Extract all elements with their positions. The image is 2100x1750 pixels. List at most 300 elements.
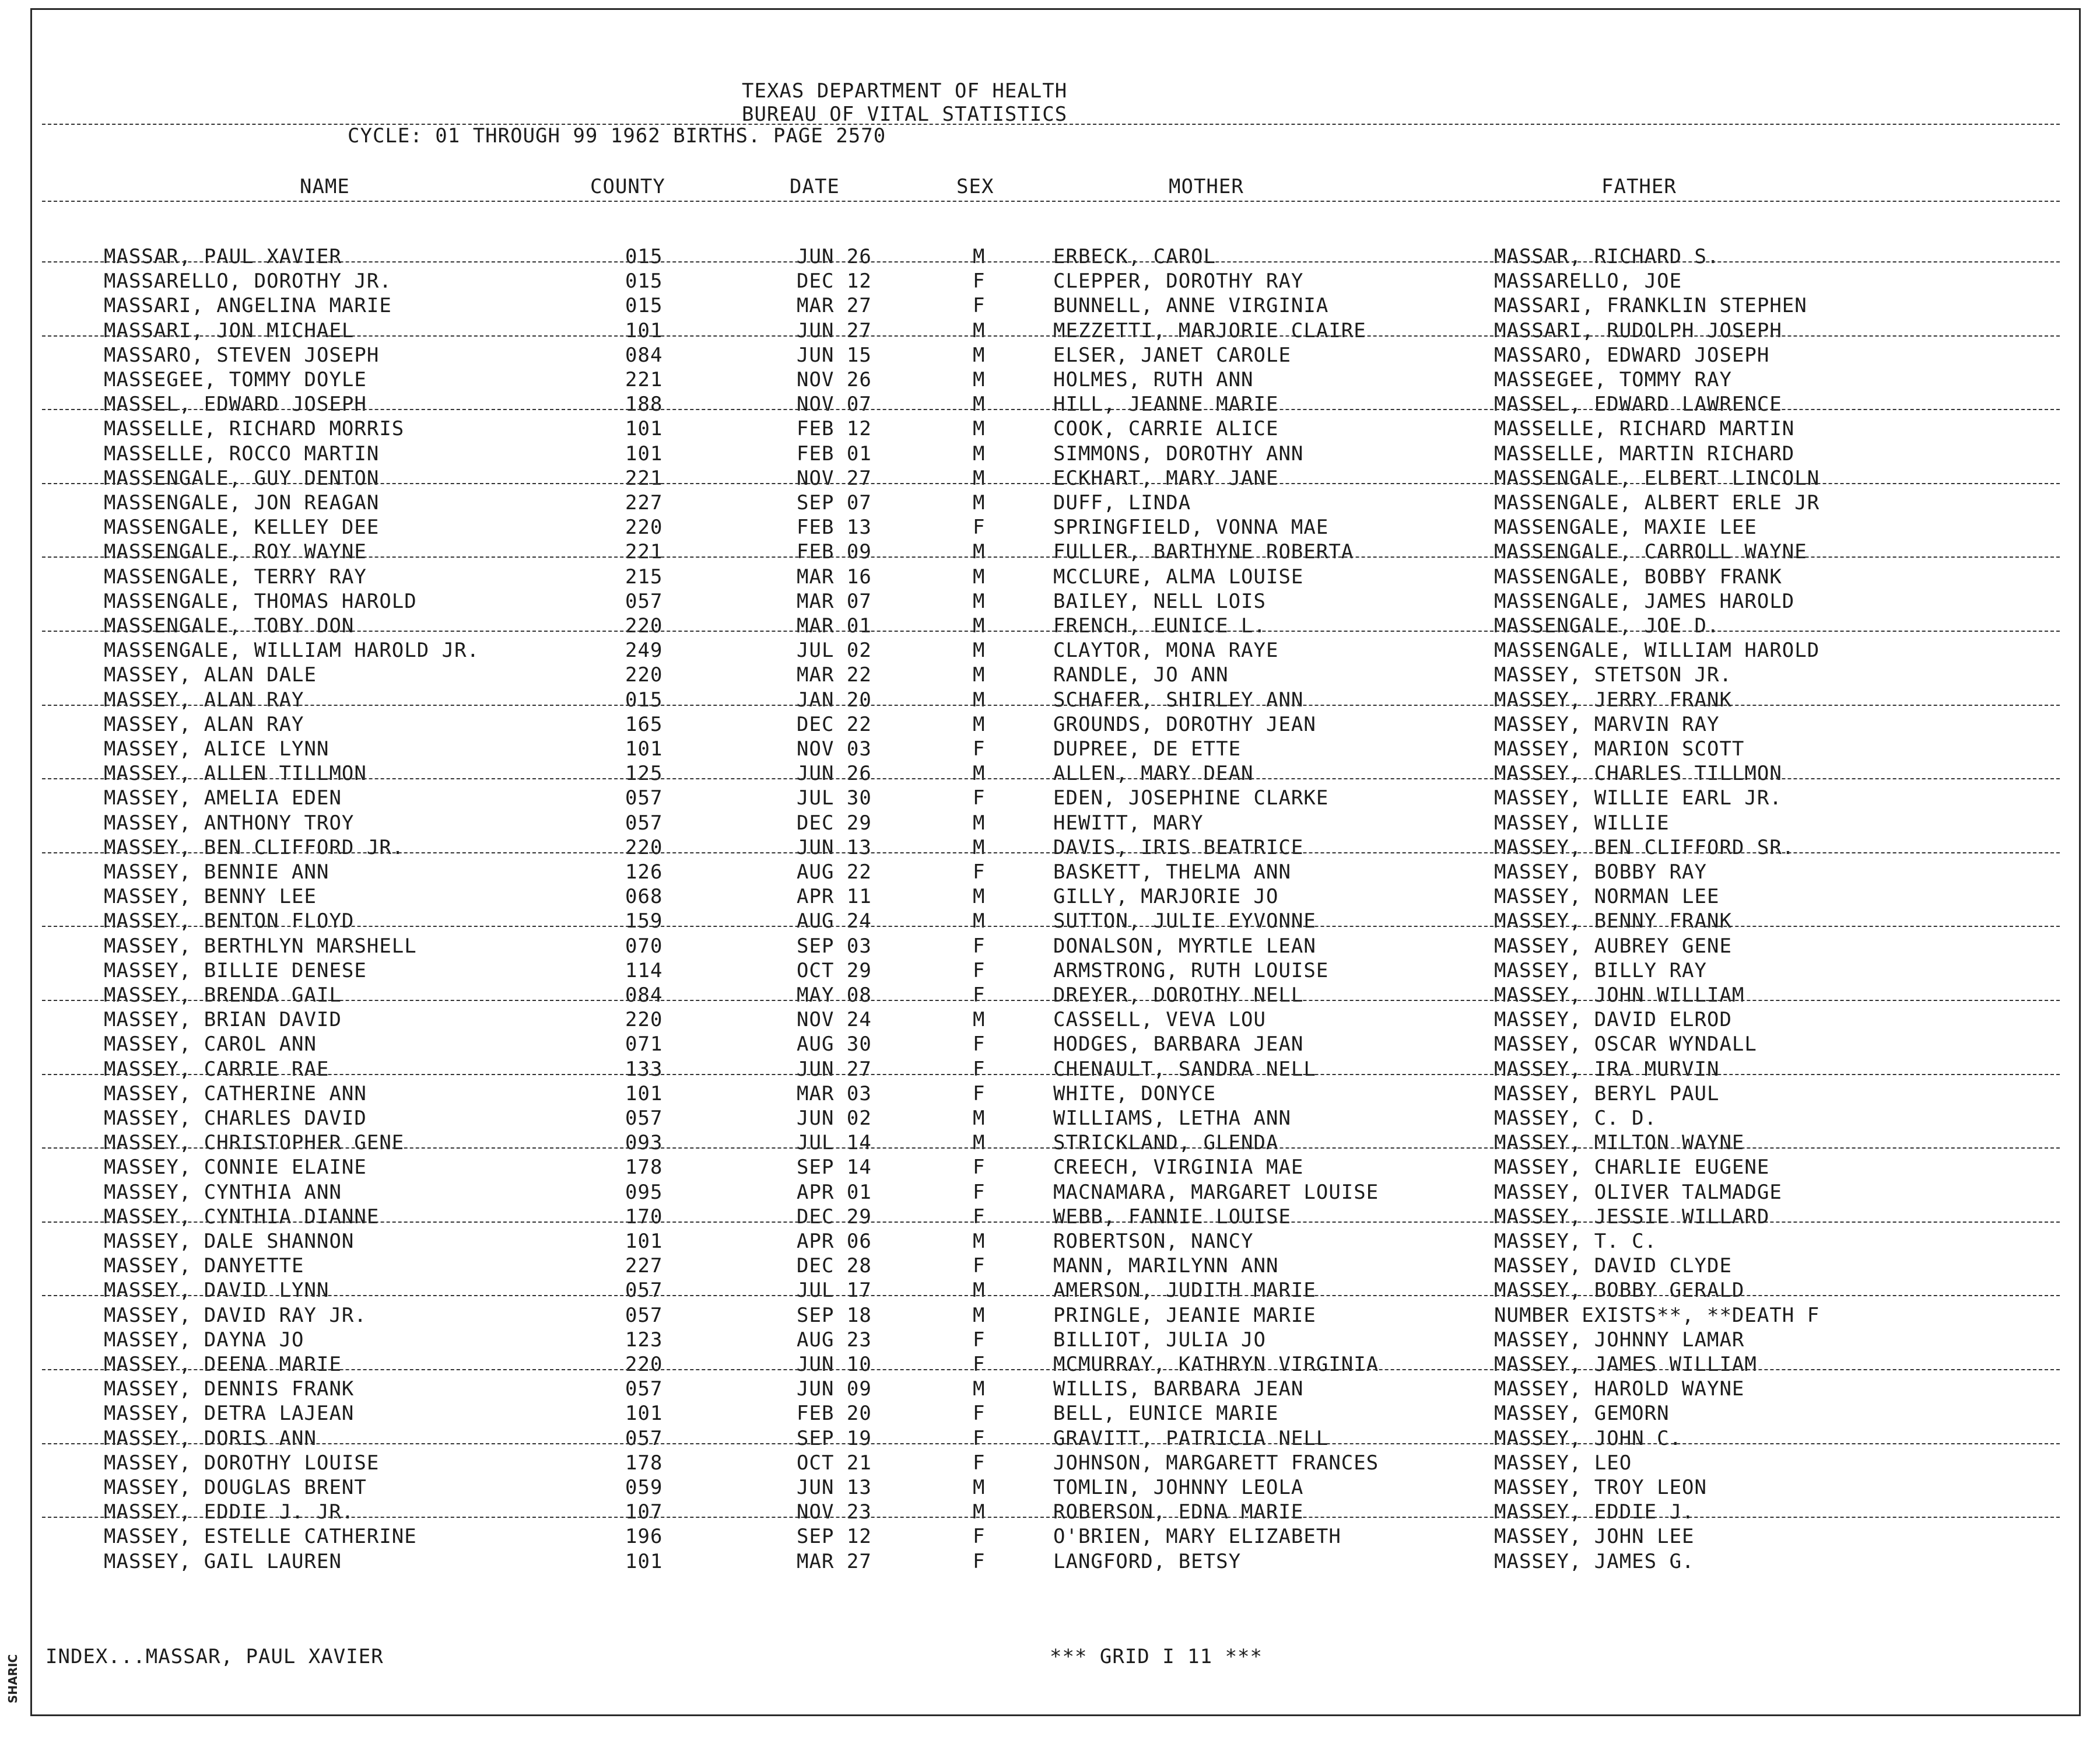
record-sex: M <box>973 762 986 786</box>
record-father: MASSELLE, MARTIN RICHARD <box>1494 442 1795 466</box>
record-sex: F <box>973 1353 986 1376</box>
record-sex: M <box>973 245 986 268</box>
record-father: MASSEY, DAVID ELROD <box>1494 1008 1732 1032</box>
record-row <box>0 614 2100 639</box>
record-county: 095 <box>625 1180 663 1204</box>
record-date: JUN 02 <box>797 1107 872 1130</box>
record-name: MASSEY, CYNTHIA DIANNE <box>104 1205 380 1228</box>
record-sex: M <box>973 1500 986 1524</box>
record-row <box>0 540 2100 565</box>
form-rule <box>42 409 2060 410</box>
record-father: NUMBER EXISTS**, **DEATH F <box>1494 1303 1820 1327</box>
record-row <box>0 491 2100 516</box>
record-county: 220 <box>625 1353 663 1376</box>
record-sex: M <box>973 1303 986 1327</box>
record-mother: BILLIOT, JULIA JO <box>1053 1328 1266 1352</box>
column-header-county: COUNTY <box>590 175 665 198</box>
record-sex: F <box>973 1549 986 1573</box>
record-date: DEC 22 <box>797 712 872 736</box>
record-row <box>0 1107 2100 1131</box>
record-father: MASSEY, OSCAR WYNDALL <box>1494 1032 1757 1056</box>
form-rule <box>42 705 2060 706</box>
record-county: 057 <box>625 811 663 835</box>
record-row <box>0 1525 2100 1549</box>
record-mother: PRINGLE, JEANIE MARIE <box>1053 1303 1316 1327</box>
record-mother: HODGES, BARBARA JEAN <box>1053 1032 1304 1056</box>
record-mother: WHITE, DONYCE <box>1053 1082 1216 1105</box>
record-row <box>0 909 2100 934</box>
record-mother: CLAYTOR, MONA RAYE <box>1053 639 1279 663</box>
record-mother: WEBB, FANNIE LOUISE <box>1053 1205 1291 1228</box>
record-date: NOV 24 <box>797 1008 872 1032</box>
record-county: 059 <box>625 1476 663 1499</box>
record-date: FEB 01 <box>797 442 872 466</box>
record-mother: HILL, JEANNE MARIE <box>1053 393 1279 416</box>
record-row <box>0 1500 2100 1525</box>
record-mother: DREYER, DOROTHY NELL <box>1053 984 1304 1007</box>
record-row <box>0 1254 2100 1279</box>
bureau-title: BUREAU OF VITAL STATISTICS <box>742 103 1068 126</box>
record-mother: SUTTON, JULIE EYVONNE <box>1053 909 1316 933</box>
record-name: MASSEY, AMELIA EDEN <box>104 786 342 810</box>
record-row <box>0 836 2100 860</box>
record-name: MASSEY, BRENDA GAIL <box>104 984 342 1007</box>
record-date: JUL 02 <box>797 639 872 663</box>
record-date: NOV 23 <box>797 1500 872 1524</box>
record-father: MASSEY, JESSIE WILLARD <box>1494 1205 1770 1228</box>
record-county: 159 <box>625 909 663 933</box>
record-date: FEB 12 <box>797 417 872 441</box>
record-mother: ROBERTSON, NANCY <box>1053 1230 1254 1253</box>
record-date: JUN 15 <box>797 343 872 367</box>
record-county: 125 <box>625 762 663 786</box>
record-county: 057 <box>625 1303 663 1327</box>
record-sex: F <box>973 294 986 318</box>
record-sex: M <box>973 909 986 933</box>
record-county: 057 <box>625 1107 663 1130</box>
record-row <box>0 1353 2100 1377</box>
record-father: MASSEY, OLIVER TALMADGE <box>1494 1180 1782 1204</box>
record-name: MASSEY, DOUGLAS BRENT <box>104 1476 367 1499</box>
record-sex: F <box>973 737 986 761</box>
record-father: MASSEY, IRA MURVIN <box>1494 1057 1720 1081</box>
record-county: 221 <box>625 466 663 490</box>
record-date: FEB 09 <box>797 540 872 564</box>
record-mother: CASSELL, VEVA LOU <box>1053 1008 1266 1032</box>
record-sex: M <box>973 1008 986 1032</box>
record-row <box>0 959 2100 984</box>
record-father: MASSEY, BENNY FRANK <box>1494 909 1732 933</box>
record-row <box>0 393 2100 417</box>
record-mother: MEZZETTI, MARJORIE CLAIRE <box>1053 318 1366 342</box>
record-name: MASSEY, GAIL LAUREN <box>104 1549 342 1573</box>
record-sex: M <box>973 1476 986 1499</box>
record-county: 220 <box>625 663 663 687</box>
record-row <box>0 1550 2100 1574</box>
record-father: MASSEY, T. C. <box>1494 1230 1657 1253</box>
record-name: MASSAR, PAUL XAVIER <box>104 245 342 268</box>
record-mother: LANGFORD, BETSY <box>1053 1549 1242 1573</box>
record-mother: BASKETT, THELMA ANN <box>1053 860 1291 884</box>
record-sex: M <box>973 589 986 613</box>
record-date: DEC 29 <box>797 811 872 835</box>
form-rule <box>42 852 2060 853</box>
record-father: MASSENGALE, WILLIAM HAROLD <box>1494 639 1820 663</box>
record-sex: F <box>973 860 986 884</box>
form-rule <box>42 1147 2060 1149</box>
record-sex: M <box>973 540 986 564</box>
record-county: 101 <box>625 737 663 761</box>
record-county: 015 <box>625 294 663 318</box>
record-sex: F <box>973 1082 986 1105</box>
record-date: DEC 28 <box>797 1254 872 1278</box>
record-father: MASSENGALE, MAXIE LEE <box>1494 516 1757 540</box>
record-county: 101 <box>625 1402 663 1426</box>
record-name: MASSELLE, RICHARD MORRIS <box>104 417 405 441</box>
record-date: MAR 07 <box>797 589 872 613</box>
record-row <box>0 1156 2100 1180</box>
form-rule <box>42 1295 2060 1296</box>
record-mother: STRICKLAND, GLENDA <box>1053 1131 1279 1155</box>
record-name: MASSEY, ALAN RAY <box>104 712 304 736</box>
record-mother: EDEN, JOSEPHINE CLARKE <box>1053 786 1329 810</box>
record-name: MASSEY, DANYETTE <box>104 1254 304 1278</box>
record-father: MASSENGALE, ELBERT LINCOLN <box>1494 466 1820 490</box>
record-row <box>0 1082 2100 1107</box>
record-mother: ROBERSON, EDNA MARIE <box>1053 1500 1304 1524</box>
record-mother: FRENCH, EUNICE L. <box>1053 614 1266 638</box>
record-date: AUG 22 <box>797 860 872 884</box>
record-row <box>0 368 2100 393</box>
record-date: MAY 08 <box>797 984 872 1007</box>
record-county: 133 <box>625 1057 663 1081</box>
record-father: MASSEY, MARVIN RAY <box>1494 712 1720 736</box>
record-sex: M <box>973 318 986 342</box>
record-row <box>0 442 2100 467</box>
record-name: MASSEY, ALAN RAY <box>104 688 304 712</box>
record-name: MASSEGEE, TOMMY DOYLE <box>104 368 367 391</box>
record-row <box>0 1058 2100 1082</box>
record-sex: M <box>973 885 986 909</box>
form-rule <box>42 1517 2060 1518</box>
record-sex: M <box>973 565 986 589</box>
record-date: APR 11 <box>797 885 872 909</box>
record-sex: M <box>973 712 986 736</box>
record-father: MASSEY, EDDIE J. <box>1494 1500 1695 1524</box>
record-sex: M <box>973 1279 986 1303</box>
record-row <box>0 639 2100 663</box>
record-father: MASSARELLO, JOE <box>1494 270 1682 293</box>
record-date: SEP 12 <box>797 1525 872 1549</box>
record-mother: FULLER, BARTHYNE ROBERTA <box>1053 540 1354 564</box>
record-sex: F <box>973 1180 986 1204</box>
record-sex: F <box>973 1205 986 1228</box>
record-county: 057 <box>625 1426 663 1450</box>
record-mother: DUPREE, DE ETTE <box>1053 737 1242 761</box>
record-date: JUL 30 <box>797 786 872 810</box>
record-name: MASSENGALE, JON REAGAN <box>104 491 380 514</box>
record-mother: ECKHART, MARY JANE <box>1053 466 1279 490</box>
record-name: MASSEY, BERTHLYN MARSHELL <box>104 934 417 958</box>
record-county: 093 <box>625 1131 663 1155</box>
record-county: 178 <box>625 1451 663 1475</box>
record-sex: M <box>973 1377 986 1401</box>
record-row <box>0 565 2100 590</box>
record-row <box>0 1427 2100 1451</box>
record-mother: ERBECK, CAROL <box>1053 245 1216 268</box>
record-date: MAR 22 <box>797 663 872 687</box>
record-name: MASSEY, BENNIE ANN <box>104 860 329 884</box>
record-county: 123 <box>625 1328 663 1352</box>
record-name: MASSEY, CHRISTOPHER GENE <box>104 1131 405 1155</box>
form-rule <box>42 926 2060 927</box>
form-rule <box>42 1222 2060 1223</box>
record-county: 015 <box>625 270 663 293</box>
record-father: MASSEY, JERRY FRANK <box>1494 688 1732 712</box>
record-sex: M <box>973 393 986 416</box>
record-county: 165 <box>625 712 663 736</box>
record-county: 188 <box>625 393 663 416</box>
record-row <box>0 294 2100 318</box>
record-county: 071 <box>625 1032 663 1056</box>
record-county: 101 <box>625 1549 663 1573</box>
record-date: JUN 26 <box>797 245 872 268</box>
record-date: JUN 09 <box>797 1377 872 1401</box>
record-county: 084 <box>625 343 663 367</box>
record-row <box>0 319 2100 344</box>
record-name: MASSEY, CARRIE RAE <box>104 1057 329 1081</box>
record-father: MASSEY, MARION SCOTT <box>1494 737 1745 761</box>
record-county: 178 <box>625 1156 663 1180</box>
record-county: 220 <box>625 516 663 540</box>
record-name: MASSENGALE, ROY WAYNE <box>104 540 367 564</box>
record-county: 101 <box>625 1230 663 1253</box>
record-date: JUN 10 <box>797 1353 872 1376</box>
record-date: MAR 16 <box>797 565 872 589</box>
record-row <box>0 1008 2100 1032</box>
record-name: MASSEY, BEN CLIFFORD JR. <box>104 835 405 859</box>
record-date: DEC 29 <box>797 1205 872 1228</box>
record-mother: DUFF, LINDA <box>1053 491 1191 514</box>
record-father: MASSEY, AUBREY GENE <box>1494 934 1732 958</box>
record-sex: F <box>973 786 986 810</box>
record-date: MAR 01 <box>797 614 872 638</box>
record-date: JUN 26 <box>797 762 872 786</box>
form-rule <box>42 1369 2060 1370</box>
record-father: MASSENGALE, CARROLL WAYNE <box>1494 540 1807 564</box>
record-name: MASSEY, DAVID RAY JR. <box>104 1303 367 1327</box>
record-date: SEP 07 <box>797 491 872 514</box>
record-father: MASSEY, LEO <box>1494 1451 1632 1475</box>
form-rule <box>42 1000 2060 1001</box>
record-mother: MCMURRAY, KATHRYN VIRGINIA <box>1053 1353 1379 1376</box>
record-father: MASSELLE, RICHARD MARTIN <box>1494 417 1795 441</box>
record-county: 101 <box>625 318 663 342</box>
form-rule <box>42 335 2060 337</box>
record-name: MASSEY, DEENA MARIE <box>104 1353 342 1376</box>
record-county: 215 <box>625 565 663 589</box>
record-sex: F <box>973 1032 986 1056</box>
record-name: MASSEY, CATHERINE ANN <box>104 1082 367 1105</box>
record-date: NOV 26 <box>797 368 872 391</box>
record-name: MASSEY, BRIAN DAVID <box>104 1008 342 1032</box>
record-sex: F <box>973 270 986 293</box>
record-sex: M <box>973 811 986 835</box>
record-date: SEP 14 <box>797 1156 872 1180</box>
record-father: MASSENGALE, JOE D. <box>1494 614 1720 638</box>
record-father: MASSEY, JOHN WILLIAM <box>1494 984 1745 1007</box>
record-county: 101 <box>625 442 663 466</box>
record-sex: F <box>973 1156 986 1180</box>
side-margin-label-text: SHARIC <box>6 1654 20 1703</box>
record-sex: M <box>973 466 986 490</box>
record-row <box>0 245 2100 270</box>
record-sex: M <box>973 343 986 367</box>
column-header-father: FATHER <box>1601 175 1677 198</box>
form-rule <box>42 778 2060 779</box>
record-sex: F <box>973 1402 986 1426</box>
record-county: 126 <box>625 860 663 884</box>
record-mother: JOHNSON, MARGARETT FRANCES <box>1053 1451 1379 1475</box>
record-date: FEB 20 <box>797 1402 872 1426</box>
record-name: MASSEY, ALLEN TILLMON <box>104 762 367 786</box>
record-name: MASSEY, CYNTHIA ANN <box>104 1180 342 1204</box>
record-name: MASSEY, CHARLES DAVID <box>104 1107 367 1130</box>
record-row <box>0 1205 2100 1230</box>
record-date: JAN 20 <box>797 688 872 712</box>
record-row <box>0 737 2100 762</box>
record-row <box>0 885 2100 909</box>
record-father: MASSAR, RICHARD S. <box>1494 245 1720 268</box>
record-father: MASSEY, STETSON JR. <box>1494 663 1732 687</box>
record-name: MASSEY, BENNY LEE <box>104 885 317 909</box>
record-sex: M <box>973 491 986 514</box>
record-father: MASSEY, NORMAN LEE <box>1494 885 1720 909</box>
record-name: MASSEY, ESTELLE CATHERINE <box>104 1525 417 1549</box>
record-row <box>0 860 2100 885</box>
record-father: MASSEGEE, TOMMY RAY <box>1494 368 1732 391</box>
record-mother: SPRINGFIELD, VONNA MAE <box>1053 516 1329 540</box>
record-father: MASSEY, BOBBY RAY <box>1494 860 1707 884</box>
department-title: TEXAS DEPARTMENT OF HEALTH <box>742 79 1068 103</box>
record-date: SEP 19 <box>797 1426 872 1450</box>
record-father: MASSEL, EDWARD LAWRENCE <box>1494 393 1782 416</box>
record-father: MASSEY, CHARLES TILLMON <box>1494 762 1782 786</box>
record-row <box>0 417 2100 442</box>
record-father: MASSEY, DAVID CLYDE <box>1494 1254 1732 1278</box>
record-row <box>0 467 2100 491</box>
record-mother: ARMSTRONG, RUTH LOUISE <box>1053 958 1329 982</box>
record-date: JUN 27 <box>797 318 872 342</box>
record-date: FEB 13 <box>797 516 872 540</box>
record-row <box>0 590 2100 614</box>
record-date: DEC 12 <box>797 270 872 293</box>
record-date: SEP 18 <box>797 1303 872 1327</box>
record-father: MASSEY, BOBBY GERALD <box>1494 1279 1745 1303</box>
record-mother: AMERSON, JUDITH MARIE <box>1053 1279 1316 1303</box>
record-mother: HEWITT, MARY <box>1053 811 1204 835</box>
record-county: 084 <box>625 984 663 1007</box>
record-row <box>0 1476 2100 1500</box>
record-sex: F <box>973 958 986 982</box>
record-county: 170 <box>625 1205 663 1228</box>
form-rule <box>42 261 2060 262</box>
column-header-mother: MOTHER <box>1169 175 1244 198</box>
record-sex: F <box>973 1451 986 1475</box>
record-date: OCT 29 <box>797 958 872 982</box>
record-father: MASSEY, C. D. <box>1494 1107 1657 1130</box>
record-county: 220 <box>625 835 663 859</box>
record-father: MASSEY, TROY LEON <box>1494 1476 1707 1499</box>
record-row <box>0 1032 2100 1057</box>
record-county: 221 <box>625 368 663 391</box>
record-name: MASSELLE, ROCCO MARTIN <box>104 442 380 466</box>
record-row <box>0 1304 2100 1328</box>
record-mother: CHENAULT, SANDRA NELL <box>1053 1057 1316 1081</box>
record-name: MASSARI, ANGELINA MARIE <box>104 294 392 318</box>
record-father: MASSEY, MILTON WAYNE <box>1494 1131 1745 1155</box>
record-row <box>0 516 2100 540</box>
record-name: MASSENGALE, TOBY DON <box>104 614 355 638</box>
record-father: MASSENGALE, ALBERT ERLE JR <box>1494 491 1820 514</box>
record-sex: F <box>973 516 986 540</box>
form-rule <box>42 1443 2060 1444</box>
record-county: 227 <box>625 1254 663 1278</box>
record-name: MASSEY, DALE SHANNON <box>104 1230 355 1253</box>
record-date: NOV 03 <box>797 737 872 761</box>
record-county: 070 <box>625 934 663 958</box>
record-name: MASSEY, CONNIE ELAINE <box>104 1156 367 1180</box>
record-mother: COOK, CARRIE ALICE <box>1053 417 1279 441</box>
record-father: MASSEY, JAMES G. <box>1494 1549 1695 1573</box>
record-name: MASSEY, BILLIE DENESE <box>104 958 367 982</box>
record-name: MASSEL, EDWARD JOSEPH <box>104 393 367 416</box>
record-sex: M <box>973 639 986 663</box>
record-county: 057 <box>625 1279 663 1303</box>
form-rule <box>42 556 2060 558</box>
record-name: MASSENGALE, TERRY RAY <box>104 565 367 589</box>
record-mother: SIMMONS, DOROTHY ANN <box>1053 442 1304 466</box>
record-father: MASSARI, RUDOLPH JOSEPH <box>1494 318 1782 342</box>
record-mother: DAVIS, IRIS BEATRICE <box>1053 835 1304 859</box>
record-county: 227 <box>625 491 663 514</box>
record-mother: WILLIS, BARBARA JEAN <box>1053 1377 1304 1401</box>
record-date: AUG 23 <box>797 1328 872 1352</box>
record-father: MASSARI, FRANKLIN STEPHEN <box>1494 294 1807 318</box>
record-father: MASSENGALE, BOBBY FRANK <box>1494 565 1782 589</box>
record-name: MASSEY, DOROTHY LOUISE <box>104 1451 380 1475</box>
record-name: MASSARELLO, DOROTHY JR. <box>104 270 392 293</box>
record-father: MASSEY, JOHNNY LAMAR <box>1494 1328 1745 1352</box>
record-mother: GROUNDS, DOROTHY JEAN <box>1053 712 1316 736</box>
record-date: JUN 13 <box>797 1476 872 1499</box>
record-date: JUL 14 <box>797 1131 872 1155</box>
record-county: 114 <box>625 958 663 982</box>
record-sex: F <box>973 984 986 1007</box>
record-date: MAR 27 <box>797 1549 872 1573</box>
record-mother: O'BRIEN, MARY ELIZABETH <box>1053 1525 1341 1549</box>
record-name: MASSEY, BENTON FLOYD <box>104 909 355 933</box>
record-father: MASSEY, HAROLD WAYNE <box>1494 1377 1745 1401</box>
record-date: SEP 03 <box>797 934 872 958</box>
record-mother: DONALSON, MYRTLE LEAN <box>1053 934 1316 958</box>
record-mother: CLEPPER, DOROTHY RAY <box>1053 270 1304 293</box>
record-sex: F <box>973 1426 986 1450</box>
record-mother: ELSER, JANET CAROLE <box>1053 343 1291 367</box>
record-row <box>0 1451 2100 1476</box>
record-row <box>0 663 2100 688</box>
record-name: MASSEY, EDDIE J. JR. <box>104 1500 355 1524</box>
